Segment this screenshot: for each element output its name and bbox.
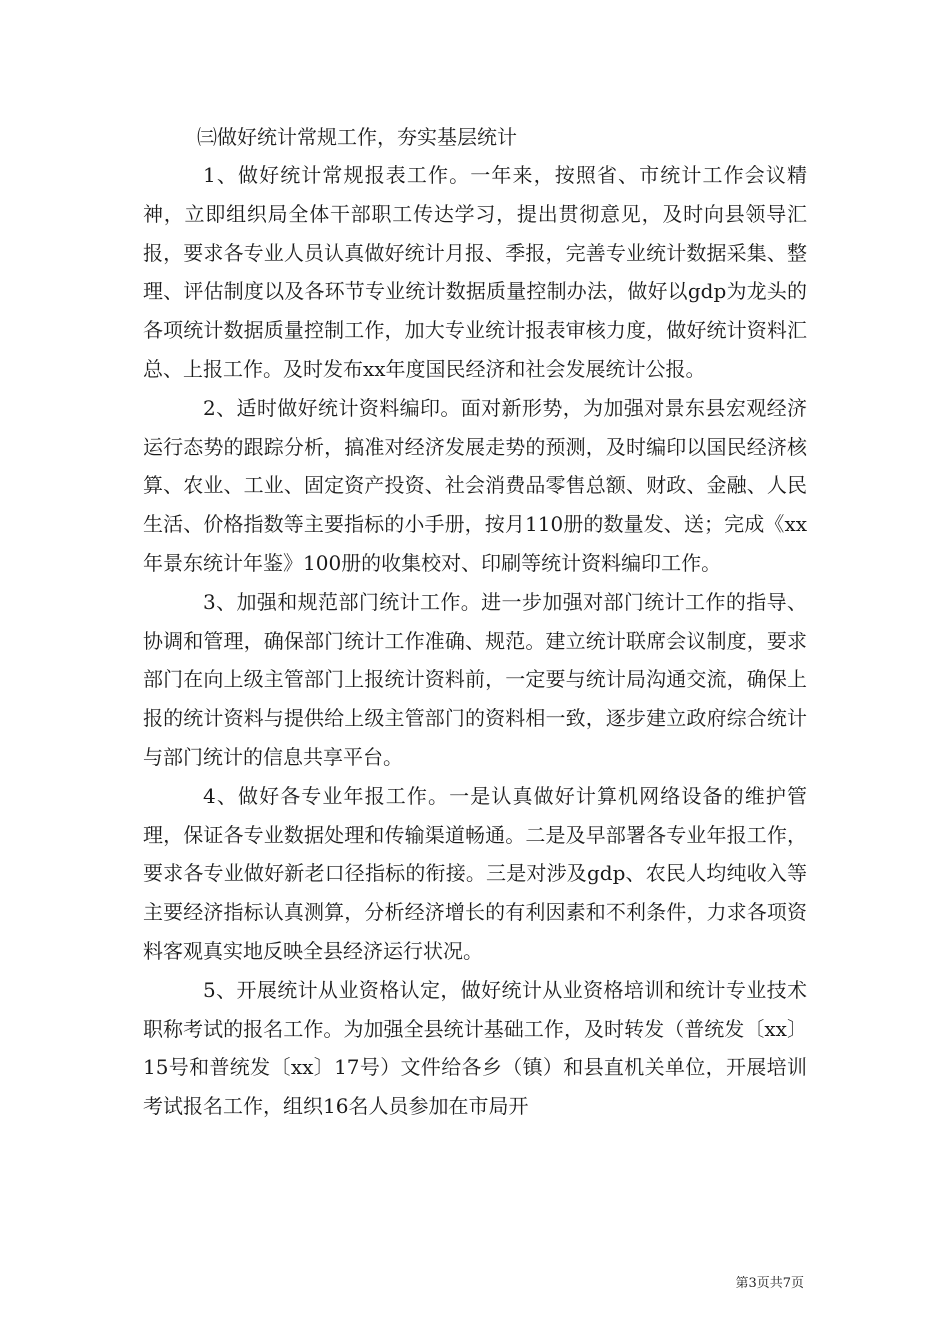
section-heading: ㈢做好统计常规工作，夯实基层统计 — [197, 125, 517, 149]
document-body — [143, 118, 807, 1126]
paragraph-4: 4、做好各专业年报工作。一是认真做好计算机网络设备的维护管理，保证各专业数据处理和传输渠道畅通。二是及早部署各专业年报工作，要求各专业做好新老口径指标的衔接。三是对涉及gdp、农民人均纯收入等主要经济指标认真测算，分析经济增长的有利因素和不利条件，力求各项资料客观真实地反映全县经济运行状况。 — [143, 783, 807, 963]
paragraph-1: 1、做好统计常规报表工作。一年来，按照省、市统计工作会议精神，立即组织局全体干部职工传达学习，提出贯彻意见，及时向县领导汇报，要求各专业人员认真做好统计月报、季报，完善专业统计数据采集、整理、评估制度以及各环节专业统计数据质量控制办法，做好以gdp为龙头的各项统计数据质量控制工作，加大专业统计报表审核力度，做好统计资料汇总、上报工作。及时发布xx年度国民经济和社会发展统计公报。 — [143, 163, 807, 381]
paragraph-2: 2、适时做好统计资料编印。面对新形势，为加强对景东县宏观经济运行态势的跟踪分析，搞准对经济发展走势的预测，及时编印以国民经济核算、农业、工业、固定资产投资、社会消费品零售总额、财政、金融、人民生活、价格指数等主要指标的小手册，按月110册的数量发、送；完成《xx年景东统计年鉴》100册的收集校对、印刷等统计资料编印工作。 — [143, 395, 807, 575]
paragraph-3: 3、加强和规范部门统计工作。进一步加强对部门统计工作的指导、协调和管理，确保部门统计工作准确、规范。建立统计联席会议制度，要求部门在向上级主管部门上报统计资料前，一定要与统计局沟通交流，确保上报的统计资料与提供给上级主管部门的资料相一致，逐步建立政府综合统计与部门统计的信息共享平台。 — [143, 589, 807, 769]
page-number: 第3页共7页 — [735, 1276, 804, 1291]
paragraph-5: 5、开展统计从业资格认定，做好统计从业资格培训和统计专业技术职称考试的报名工作。为加强全县统计基础工作，及时转发（普统发〔xx〕15号和普统发〔xx〕17号）文件给各乡（镇）和县直机关单位，开展培训考试报名工作，组织16名人员参加在市局开 — [143, 977, 807, 1119]
